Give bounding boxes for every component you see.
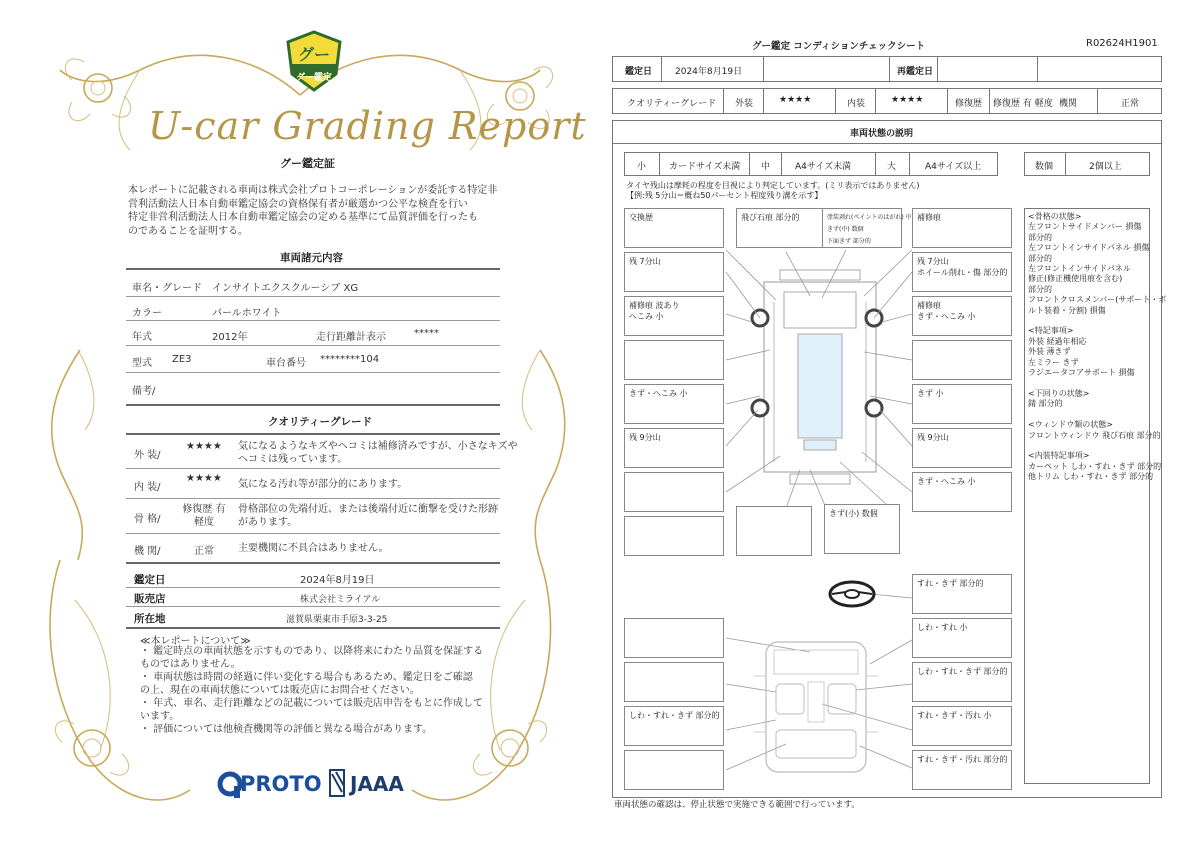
cert-title: グー鑑定証 xyxy=(280,157,335,170)
condition-box: きず・へこみ 小 xyxy=(624,384,724,424)
tire-note-2: 【例:残 5分山＝概ね50パーセント程度残り溝を示す】 xyxy=(626,191,823,200)
tire-note-1: タイヤ残山は摩耗の程度を目視により判定しています。(ミリ表示ではありません) xyxy=(626,181,920,190)
car-interior-diagram xyxy=(746,636,886,776)
condition-box xyxy=(624,516,724,556)
report-id: R02624H1901 xyxy=(1086,38,1158,49)
condition-box: 残 9分山 xyxy=(624,428,724,468)
grade-label: クオリティーグレード xyxy=(627,99,717,109)
repair-label: 修復歴 xyxy=(955,99,983,109)
size-count-key: 数個 xyxy=(1035,162,1054,172)
condition-box xyxy=(624,472,724,512)
steering-wheel-icon xyxy=(828,580,876,608)
cert-body: 本レポートに記載される車両は株式会社プロトコーポレーションが委託する特定非 営利活動法人日本自動車鑑定協会の資格保有者が厳選かつ公平な検査を行い 特定非営利活動法人日本自動車鑑定協会の定める基準にて品質評価を行ったも のであることを証明する。 xyxy=(128,185,498,237)
condition-box xyxy=(912,340,1012,380)
condition-box: 補修痕 きず・へこみ 小 xyxy=(912,296,1012,336)
condition-box: すれ・きず 部分的 xyxy=(912,574,1012,614)
condition-box: 塗装剥れ(ペイントのはがれ) 中 きず(中) 数個 下面きず 部分的 xyxy=(822,208,902,248)
quality-desc-interior: 気になる汚れ等が部分的にあります。 xyxy=(238,479,408,490)
year-label: 年式 xyxy=(132,332,152,343)
engine-label: 機関 xyxy=(1059,99,1078,109)
mileage-label: 走行距離計表示 xyxy=(316,332,386,343)
quality-desc-engine: 主要機関に不具合はありません。 xyxy=(238,543,389,554)
quality-desc-frame: 骨格部位の先端付近、または後端付近に衝撃を受けた形跡 があります。 xyxy=(238,504,498,528)
condition-box: きず(小) 数個 xyxy=(824,504,900,554)
condition-box: 交換歴 xyxy=(624,208,724,248)
color-label: カラー xyxy=(132,308,162,319)
remarks-label: 備考/ xyxy=(132,386,156,397)
condition-box: 補修痕 xyxy=(912,208,1012,248)
car-name-label: 車名・グレード xyxy=(132,283,202,294)
quality-desc-exterior: 気になるようなキズやヘコミは補修済みですが、小さなキズや ヘコミは残っています。 xyxy=(238,441,518,465)
quality-label-engine: 機 関/ xyxy=(134,546,161,557)
jaaa-logo-icon xyxy=(326,768,348,798)
color-value: パールホワイト xyxy=(212,308,282,319)
quality-label-frame: 骨 格/ xyxy=(134,514,161,525)
engine-value: 正常 xyxy=(1121,99,1140,109)
reappraisal-label: 再鑑定日 xyxy=(897,67,934,77)
notes-list: ・ 鑑定時点の車両状態を示すものであり、以降将来にわたり品質を保証する ものではありません。 ・ 車両状態は時間の経過に伴い変化する場合もあるため、鑑定日をご確認 の上、現在の車両状態については販売店にお問合せください。 ・ 年式、車名、走行距離などの記載については販売店申告をもとに作成して います。 ・ 評価については他検査機関等の評価と異なる場合があります。 xyxy=(140,646,484,735)
quality-label-interior: 内 装/ xyxy=(134,482,161,493)
quality-value-interior: ★★★★ xyxy=(186,473,222,484)
condition-box: 飛び石痕 部分的 xyxy=(736,208,836,248)
quality-value-exterior: ★★★★ xyxy=(186,441,222,452)
appraisal-date-label: 鑑定日 xyxy=(134,574,166,586)
condition-box xyxy=(624,340,724,380)
model-value: ZE3 xyxy=(172,354,192,365)
size-count-value: 2個以上 xyxy=(1089,162,1122,172)
car-name-value: インサイトエクスクルーシブ XG xyxy=(212,283,359,294)
repair-value: 修復歴 有 軽度 xyxy=(993,99,1053,109)
condition-box xyxy=(736,506,812,556)
size-small-key: 小 xyxy=(637,162,647,172)
condition-box: しわ・すれ・きず 部分的 xyxy=(912,662,1012,702)
condition-box xyxy=(624,662,724,702)
size-medium-key: 中 xyxy=(761,162,771,172)
condition-box: しわ・すれ 小 xyxy=(912,618,1012,658)
size-large-value: A4サイズ以上 xyxy=(925,162,982,172)
shop-label: 販売店 xyxy=(134,593,166,605)
size-small-value: カードサイズ未満 xyxy=(669,162,741,172)
sheet-title: グー鑑定 コンディションチェックシート xyxy=(752,41,926,52)
chassis-label: 車台番号 xyxy=(266,358,306,369)
year-value: 2012年 xyxy=(212,332,248,343)
quality-title: クオリティーグレード xyxy=(268,416,372,428)
condition-check-sheet xyxy=(600,0,1200,848)
special-notes-panel: <骨格の状態> 左フロントサイドメンバー 損傷 部分的 左フロントインサイドパネル 損傷 部分的 左フロントインサイドパネル 修正(修正機使用痕を含む) 部分的 フロントクロスメンバー(サポート・ボ ルト装着・分割) 損傷 <特記事項> 外装 経過年相応 外装 薄きず 左ミラー きず ラジエータコアサポート 損傷 <下回りの状態> 錆 部分的 <ウィンドウ類の状態> フロントウィンドウ 飛び石痕 部分的 <内装特記事項> カーペット しわ・すれ・きず 部分的 他トリム しわ・すれ・きず 部分的 xyxy=(1024,208,1150,784)
condition-box: 残 9分山 xyxy=(912,428,1012,468)
proto-logo: PROTO xyxy=(240,772,322,796)
badge-label: グー鑑定 xyxy=(296,73,333,83)
condition-box: 補修痕 波あり へこみ 小 xyxy=(624,296,724,336)
condition-box: 残 7分山 ホイール削れ・傷 部分的 xyxy=(912,252,1012,292)
date-value: 2024年8月19日 xyxy=(675,67,743,77)
date-label: 鑑定日 xyxy=(625,67,653,77)
mileage-value: ***** xyxy=(414,328,439,339)
location-value: 滋賀県栗東市手原3-3-25 xyxy=(286,615,388,625)
interior-label: 内装 xyxy=(847,99,866,109)
sheet-footer: 車両状態の確認は、停止状態で実施できる範囲で行っています。 xyxy=(614,800,860,810)
condition-box: 残 7分山 xyxy=(624,252,724,292)
shop-value: 株式会社ミライアル xyxy=(300,595,381,605)
quality-value-frame: 修復歴 有 軽度 xyxy=(182,504,226,528)
condition-box: きず 小 xyxy=(912,384,1012,424)
report-title: U-car Grading Report xyxy=(148,104,587,148)
exterior-value: ★★★★ xyxy=(779,95,812,105)
condition-box: しわ・すれ・きず 部分的 xyxy=(624,706,724,746)
spec-title: 車両諸元内容 xyxy=(280,252,343,264)
model-label: 型式 xyxy=(132,358,152,369)
appraisal-date-value: 2024年8月19日 xyxy=(300,575,375,586)
interior-value: ★★★★ xyxy=(891,95,924,105)
chassis-value: ********104 xyxy=(320,354,380,365)
notes-title: ≪本レポートについて≫ xyxy=(140,636,251,647)
size-large-key: 大 xyxy=(887,162,897,172)
size-medium-value: A4サイズ未満 xyxy=(795,162,852,172)
condition-box xyxy=(624,618,724,658)
condition-box xyxy=(624,750,724,790)
condition-box: すれ・きず・汚れ 部分的 xyxy=(912,750,1012,790)
condition-box: きず・へこみ 小 xyxy=(912,472,1012,512)
quality-value-engine: 正常 xyxy=(194,546,214,557)
condition-title: 車両状態の説明 xyxy=(850,129,914,139)
jaaa-logo: JAAA xyxy=(350,772,404,796)
exterior-label: 外装 xyxy=(735,99,754,109)
location-label: 所在地 xyxy=(134,613,166,625)
condition-box: すれ・きず・汚れ 小 xyxy=(912,706,1012,746)
quality-label-exterior: 外 装/ xyxy=(134,450,161,461)
svg-text:グー: グー xyxy=(297,45,331,64)
